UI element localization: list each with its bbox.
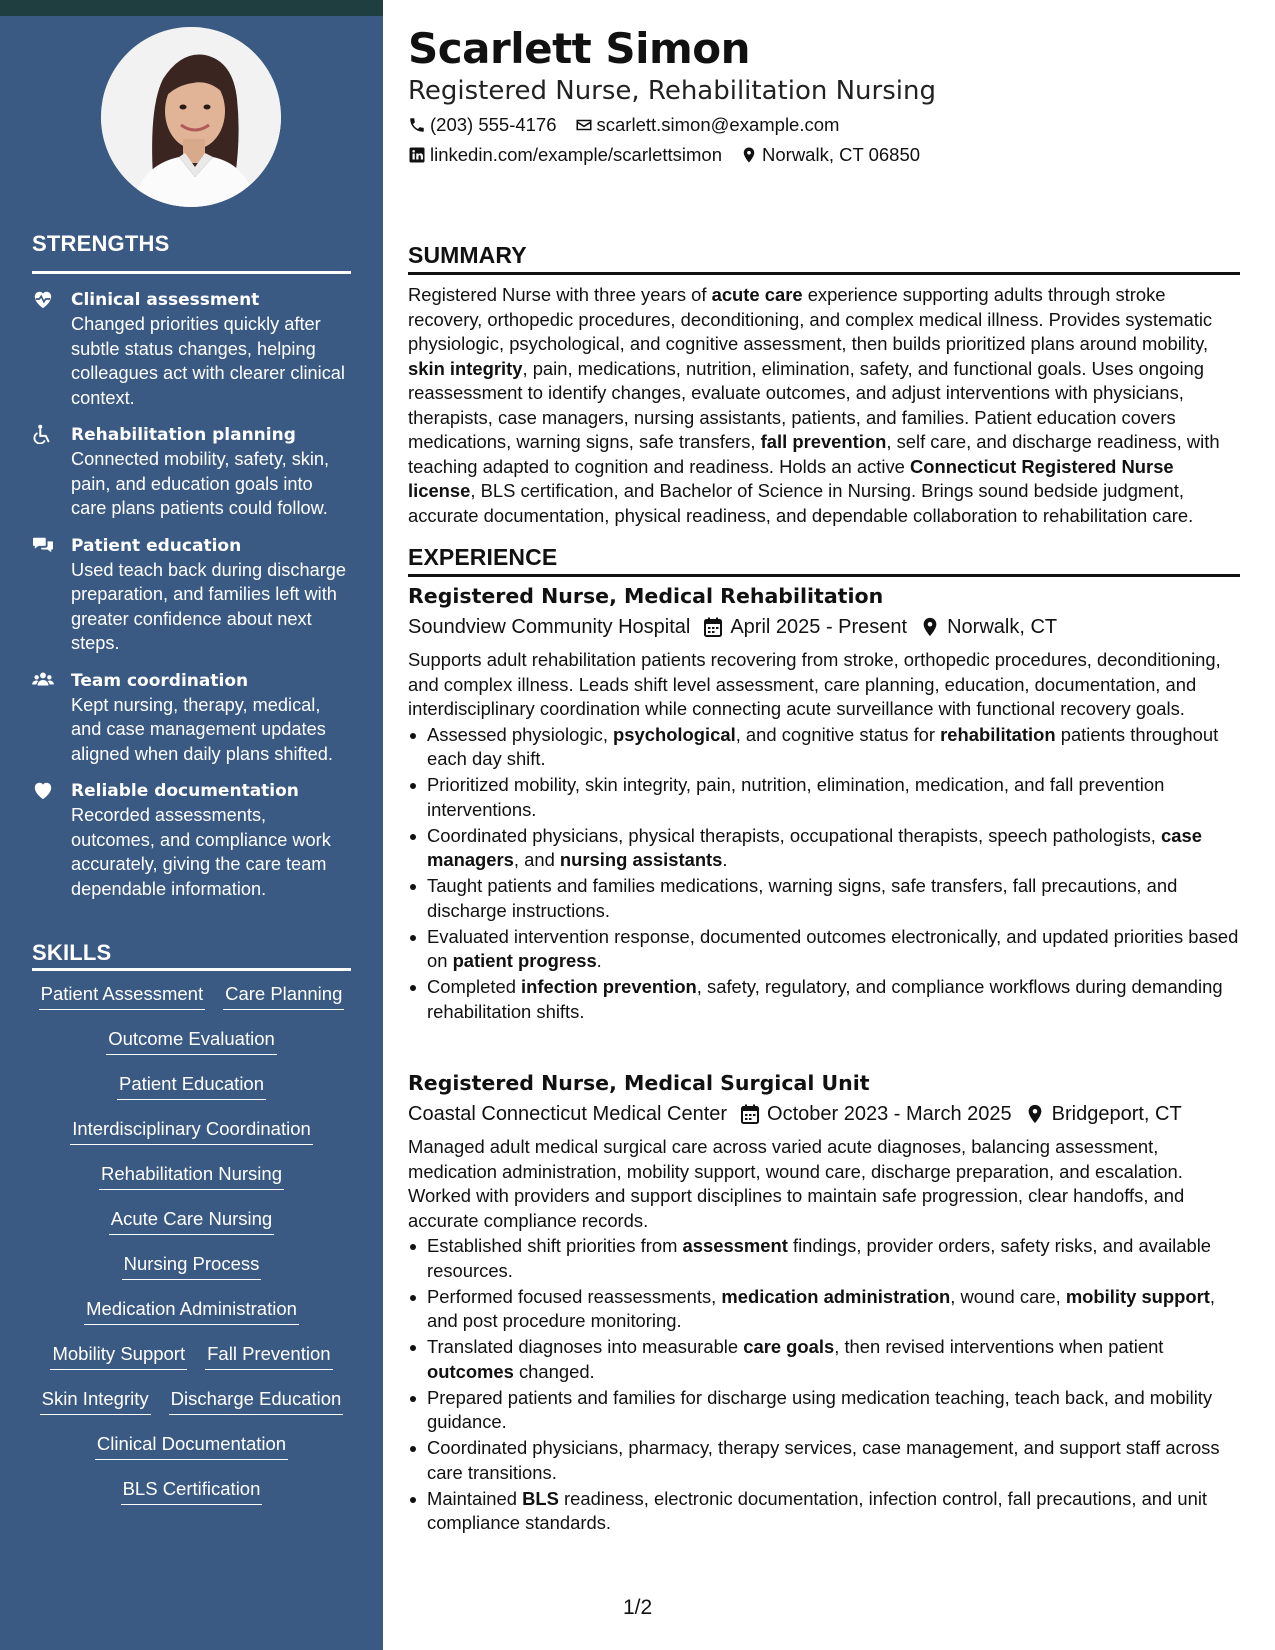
job-entry <box>408 1069 1240 1537</box>
job-bullet <box>408 1487 1240 1536</box>
strength-description: Connected mobility, safety, skin, pain, and education goals into care plans patients could follow. <box>71 449 330 518</box>
skill-row <box>32 1027 351 1072</box>
strength-title: Clinical assessment <box>71 290 260 310</box>
linkedin-icon <box>408 146 426 164</box>
phone-icon <box>408 116 426 134</box>
emphasis-text: skin integrity <box>408 357 523 379</box>
skill-row <box>32 1387 351 1432</box>
emphasis-text: BLS <box>522 1487 559 1509</box>
text-run: Coordinated physicians, physical therapists, occupational therapists, speech pathologists, <box>427 824 1162 846</box>
contact-location <box>740 143 920 167</box>
job-dates-text: October 2023 - March 2025 <box>767 1103 1012 1125</box>
job-location <box>1026 1100 1182 1128</box>
emphasis-text: acute care <box>711 284 803 305</box>
job-location-text: Norwalk, CT <box>947 616 1058 638</box>
strength-item <box>32 289 352 410</box>
job-description: Managed adult medical surgical care across varied acute diagnoses, balancing assessment, medication administration, mobility support, wound care, discharge preparation, and escalation. Worked with providers and support disciplines to maintain safe progression, clear handoffs, and accurate compliance records. <box>408 1136 1185 1231</box>
strength-title: Reliable documentation <box>71 781 299 801</box>
sidebar-top-band <box>0 0 383 16</box>
skill-row <box>32 1252 351 1297</box>
users-icon <box>32 670 56 692</box>
skill-row <box>32 1297 351 1342</box>
emphasis-text: outcomes <box>427 1360 514 1382</box>
text-run: , pain, medications, nutrition, elimination, safety, and functional goals. Uses ongoing reassessment to identify changes, evaluate outcomes, and adjust interventions with physicians, therapists, case managers, nursing assistants, patients, and families. Patient education covers medications, warning signs, safe transfers, <box>408 357 1204 452</box>
job-title: Registered Nurse, Medical Rehabilitation <box>408 584 884 608</box>
job-meta <box>408 613 1240 641</box>
skills-divider <box>32 968 351 971</box>
location-text: Norwalk, CT 06850 <box>762 144 921 165</box>
experience-heading: EXPERIENCE <box>408 544 558 570</box>
skill-tag: Nursing Process <box>122 1252 262 1280</box>
text-run: , BLS certification, and Bachelor of Science in Nursing. Brings sound bedside judgment, accurate documentation, physical readiness, and dependable collaboration to rehabilitation care. <box>408 480 1194 526</box>
location-pin-icon <box>1026 1104 1044 1124</box>
skill-row <box>32 1162 351 1207</box>
emphasis-text: infection prevention <box>521 976 697 997</box>
page-number: 1/2 <box>623 1596 653 1619</box>
job-bullet <box>408 1285 1240 1334</box>
text-run: Assessed physiologic, <box>427 723 614 745</box>
skill-tag: Medication Administration <box>84 1297 299 1325</box>
text-run: Completed <box>427 976 522 997</box>
strength-title: Patient education <box>71 535 242 556</box>
job-bullets <box>408 1234 1240 1536</box>
skill-row <box>32 1342 351 1387</box>
text-run: , wound care, <box>950 1285 1066 1307</box>
job-bullet <box>408 925 1240 974</box>
text-run: Prepared patients and families for discharge using medication teaching, teach back, and mobility guidance. <box>427 1386 1213 1432</box>
strength-description: Recorded assessments, outcomes, and compliance work accurately, giving the care team dependable information. <box>71 805 331 899</box>
calendar-icon <box>741 1104 759 1124</box>
text-run: , then revised interventions when patient <box>834 1336 1164 1357</box>
text-run: . <box>596 950 602 971</box>
skills-heading: SKILLS <box>32 940 112 965</box>
email-text: scarlett.simon@example.com <box>596 114 840 135</box>
job-description: Supports adult rehabilitation patients recovering from stroke, orthopedic procedures, deconditioning, and complex illness. Leads shift level assessment, care planning, education, documentation, and interdisciplinary coordination while connecting acute surveillance with functional recovery goals. <box>408 649 1221 719</box>
emphasis-text: nursing assistants <box>559 849 723 870</box>
text-run: readiness, electronic documentation, infection control, fall precautions, and unit compliance standards. <box>427 1487 1208 1533</box>
strengths-list <box>32 289 352 915</box>
strength-item <box>32 424 352 521</box>
location-pin-icon <box>740 146 758 164</box>
emphasis-text: case managers <box>427 824 1202 870</box>
job-employer: Soundview Community Hospital <box>408 616 691 638</box>
skill-row <box>32 1477 351 1522</box>
skill-tag: Outcome Evaluation <box>106 1027 277 1055</box>
strengths-divider <box>32 271 351 274</box>
skill-row <box>32 1207 351 1252</box>
emphasis-text: psychological <box>613 723 736 745</box>
job-bullet <box>408 1335 1240 1384</box>
profile-photo <box>101 27 281 207</box>
text-run: Established shift priorities from <box>427 1235 683 1256</box>
job-bullet <box>408 1386 1240 1435</box>
contact-row-1 <box>408 113 857 137</box>
strength-item <box>32 780 352 901</box>
text-run: Performed focused reassessments, <box>427 1285 722 1307</box>
job-bullet <box>408 773 1240 822</box>
job-entry <box>408 582 1240 1026</box>
phone-text: (203) 555-4176 <box>430 114 557 135</box>
strength-description: Kept nursing, therapy, medical, and case management updates aligned when daily plans shifted. <box>71 694 333 764</box>
text-run: , and cognitive status for <box>735 723 941 745</box>
text-run: changed. <box>513 1360 595 1382</box>
strength-description: Used teach back during discharge preparation, and families left with greater confidence about next steps. <box>71 559 346 653</box>
location-pin-icon <box>921 617 939 637</box>
skill-tag: Patient Assessment <box>39 982 205 1010</box>
emphasis-text: medication administration <box>721 1285 951 1307</box>
job-bullet <box>408 723 1240 772</box>
text-run: . <box>722 849 728 870</box>
job-bullet <box>408 824 1240 873</box>
wheelchair-icon <box>32 424 56 446</box>
job-employer: Coastal Connecticut Medical Center <box>408 1103 728 1125</box>
text-run: , self care, and discharge readiness, with teaching adapted to cognition and readiness. Holds an active <box>408 431 1220 477</box>
summary-divider <box>408 272 1240 275</box>
sidebar <box>0 0 383 1650</box>
text-run: Maintained <box>427 1487 523 1509</box>
candidate-headline: Registered Nurse, Rehabilitation Nursing <box>408 76 936 106</box>
emphasis-text: care goals <box>743 1336 835 1357</box>
linkedin-text: linkedin.com/example/scarlettsimon <box>430 144 723 165</box>
skill-row <box>32 1117 351 1162</box>
job-bullet <box>408 874 1240 923</box>
job-dates-text: April 2025 - Present <box>730 616 908 638</box>
strength-title: Rehabilitation planning <box>71 425 296 445</box>
text-run: Prioritized mobility, skin integrity, pain, nutrition, elimination, medication, and fall prevention interventions. <box>427 774 1165 820</box>
skill-tag: Care Planning <box>223 982 344 1010</box>
text-run: Translated diagnoses into measurable <box>427 1336 744 1357</box>
skill-tag: Mobility Support <box>50 1342 187 1370</box>
text-run: Coordinated physicians, pharmacy, therapy services, case management, and support staff across care transitions. <box>427 1437 1220 1483</box>
emphasis-text: rehabilitation <box>940 723 1056 745</box>
emphasis-text: mobility support <box>1065 1285 1210 1307</box>
heartbeat-icon <box>32 289 56 311</box>
text-run: patients throughout each day shift. <box>427 723 1219 769</box>
job-bullet <box>408 1436 1240 1485</box>
skills-list <box>32 982 351 1522</box>
job-dates <box>741 1100 1012 1128</box>
text-run: , safety, regulatory, and compliance workflows during demanding rehabilitation shifts. <box>427 976 1223 1022</box>
skill-tag: BLS Certification <box>121 1477 263 1505</box>
text-run: Registered Nurse with three years of <box>408 284 712 305</box>
job-location-text: Bridgeport, CT <box>1051 1103 1182 1125</box>
skill-row <box>32 982 351 1027</box>
job-meta <box>408 1100 1240 1128</box>
envelope-icon <box>575 116 593 134</box>
skill-row <box>32 1072 351 1117</box>
experience-divider <box>408 574 1240 577</box>
text-run: , and <box>513 849 560 870</box>
text-run: Evaluated intervention response, documented outcomes electronically, and updated priorities based on <box>427 925 1239 971</box>
text-run: , and post procedure monitoring. <box>427 1285 1216 1331</box>
heart-icon <box>32 780 56 802</box>
contact-row-2 <box>408 143 938 167</box>
text-run: experience supporting adults through stroke recovery, orthopedic procedures, deconditioning, and complex medical illness. Provides systematic physiologic, psychological, and cognitive assessment, then builds prioritized plans around mobility, <box>408 284 1213 354</box>
job-bullet <box>408 975 1240 1024</box>
strength-item <box>32 670 352 767</box>
job-title: Registered Nurse, Medical Surgical Unit <box>408 1071 870 1095</box>
skill-tag: Clinical Documentation <box>95 1432 288 1460</box>
skill-tag: Patient Education <box>117 1072 266 1100</box>
strength-title: Team coordination <box>71 670 249 691</box>
emphasis-text: fall prevention <box>760 431 887 452</box>
text-run: findings, provider orders, safety risks, and available resources. <box>427 1235 1212 1281</box>
emphasis-text: assessment <box>682 1235 788 1256</box>
contact-linkedin[interactable] <box>408 143 722 167</box>
strength-description: Changed priorities quickly after subtle status changes, helping colleagues act with clearer clinical context. <box>71 314 345 408</box>
strength-item <box>32 535 352 656</box>
summary-text <box>408 283 1240 528</box>
contact-phone[interactable] <box>408 113 557 137</box>
candidate-name: Scarlett Simon <box>408 24 751 73</box>
skill-tag: Fall Prevention <box>205 1342 332 1370</box>
job-bullet <box>408 1234 1240 1283</box>
contact-email[interactable] <box>575 113 840 137</box>
job-dates <box>704 613 907 641</box>
chat-bubbles-icon <box>32 535 56 557</box>
emphasis-text: patient progress <box>452 950 597 971</box>
summary-heading: SUMMARY <box>408 242 527 268</box>
skill-tag: Acute Care Nursing <box>109 1207 274 1235</box>
emphasis-text: Connecticut Registered Nurse license <box>408 455 1174 501</box>
skill-tag: Interdisciplinary Coordination <box>70 1117 313 1145</box>
job-bullets <box>408 723 1240 1025</box>
skill-row <box>32 1432 351 1477</box>
job-location <box>921 613 1057 641</box>
strengths-heading: STRENGTHS <box>32 231 170 256</box>
skill-tag: Discharge Education <box>169 1387 344 1415</box>
text-run: Taught patients and families medications, warning signs, safe transfers, fall precautions, and discharge instructions. <box>427 875 1178 921</box>
skill-tag: Skin Integrity <box>40 1387 151 1415</box>
calendar-icon <box>704 617 722 637</box>
skill-tag: Rehabilitation Nursing <box>99 1162 284 1190</box>
